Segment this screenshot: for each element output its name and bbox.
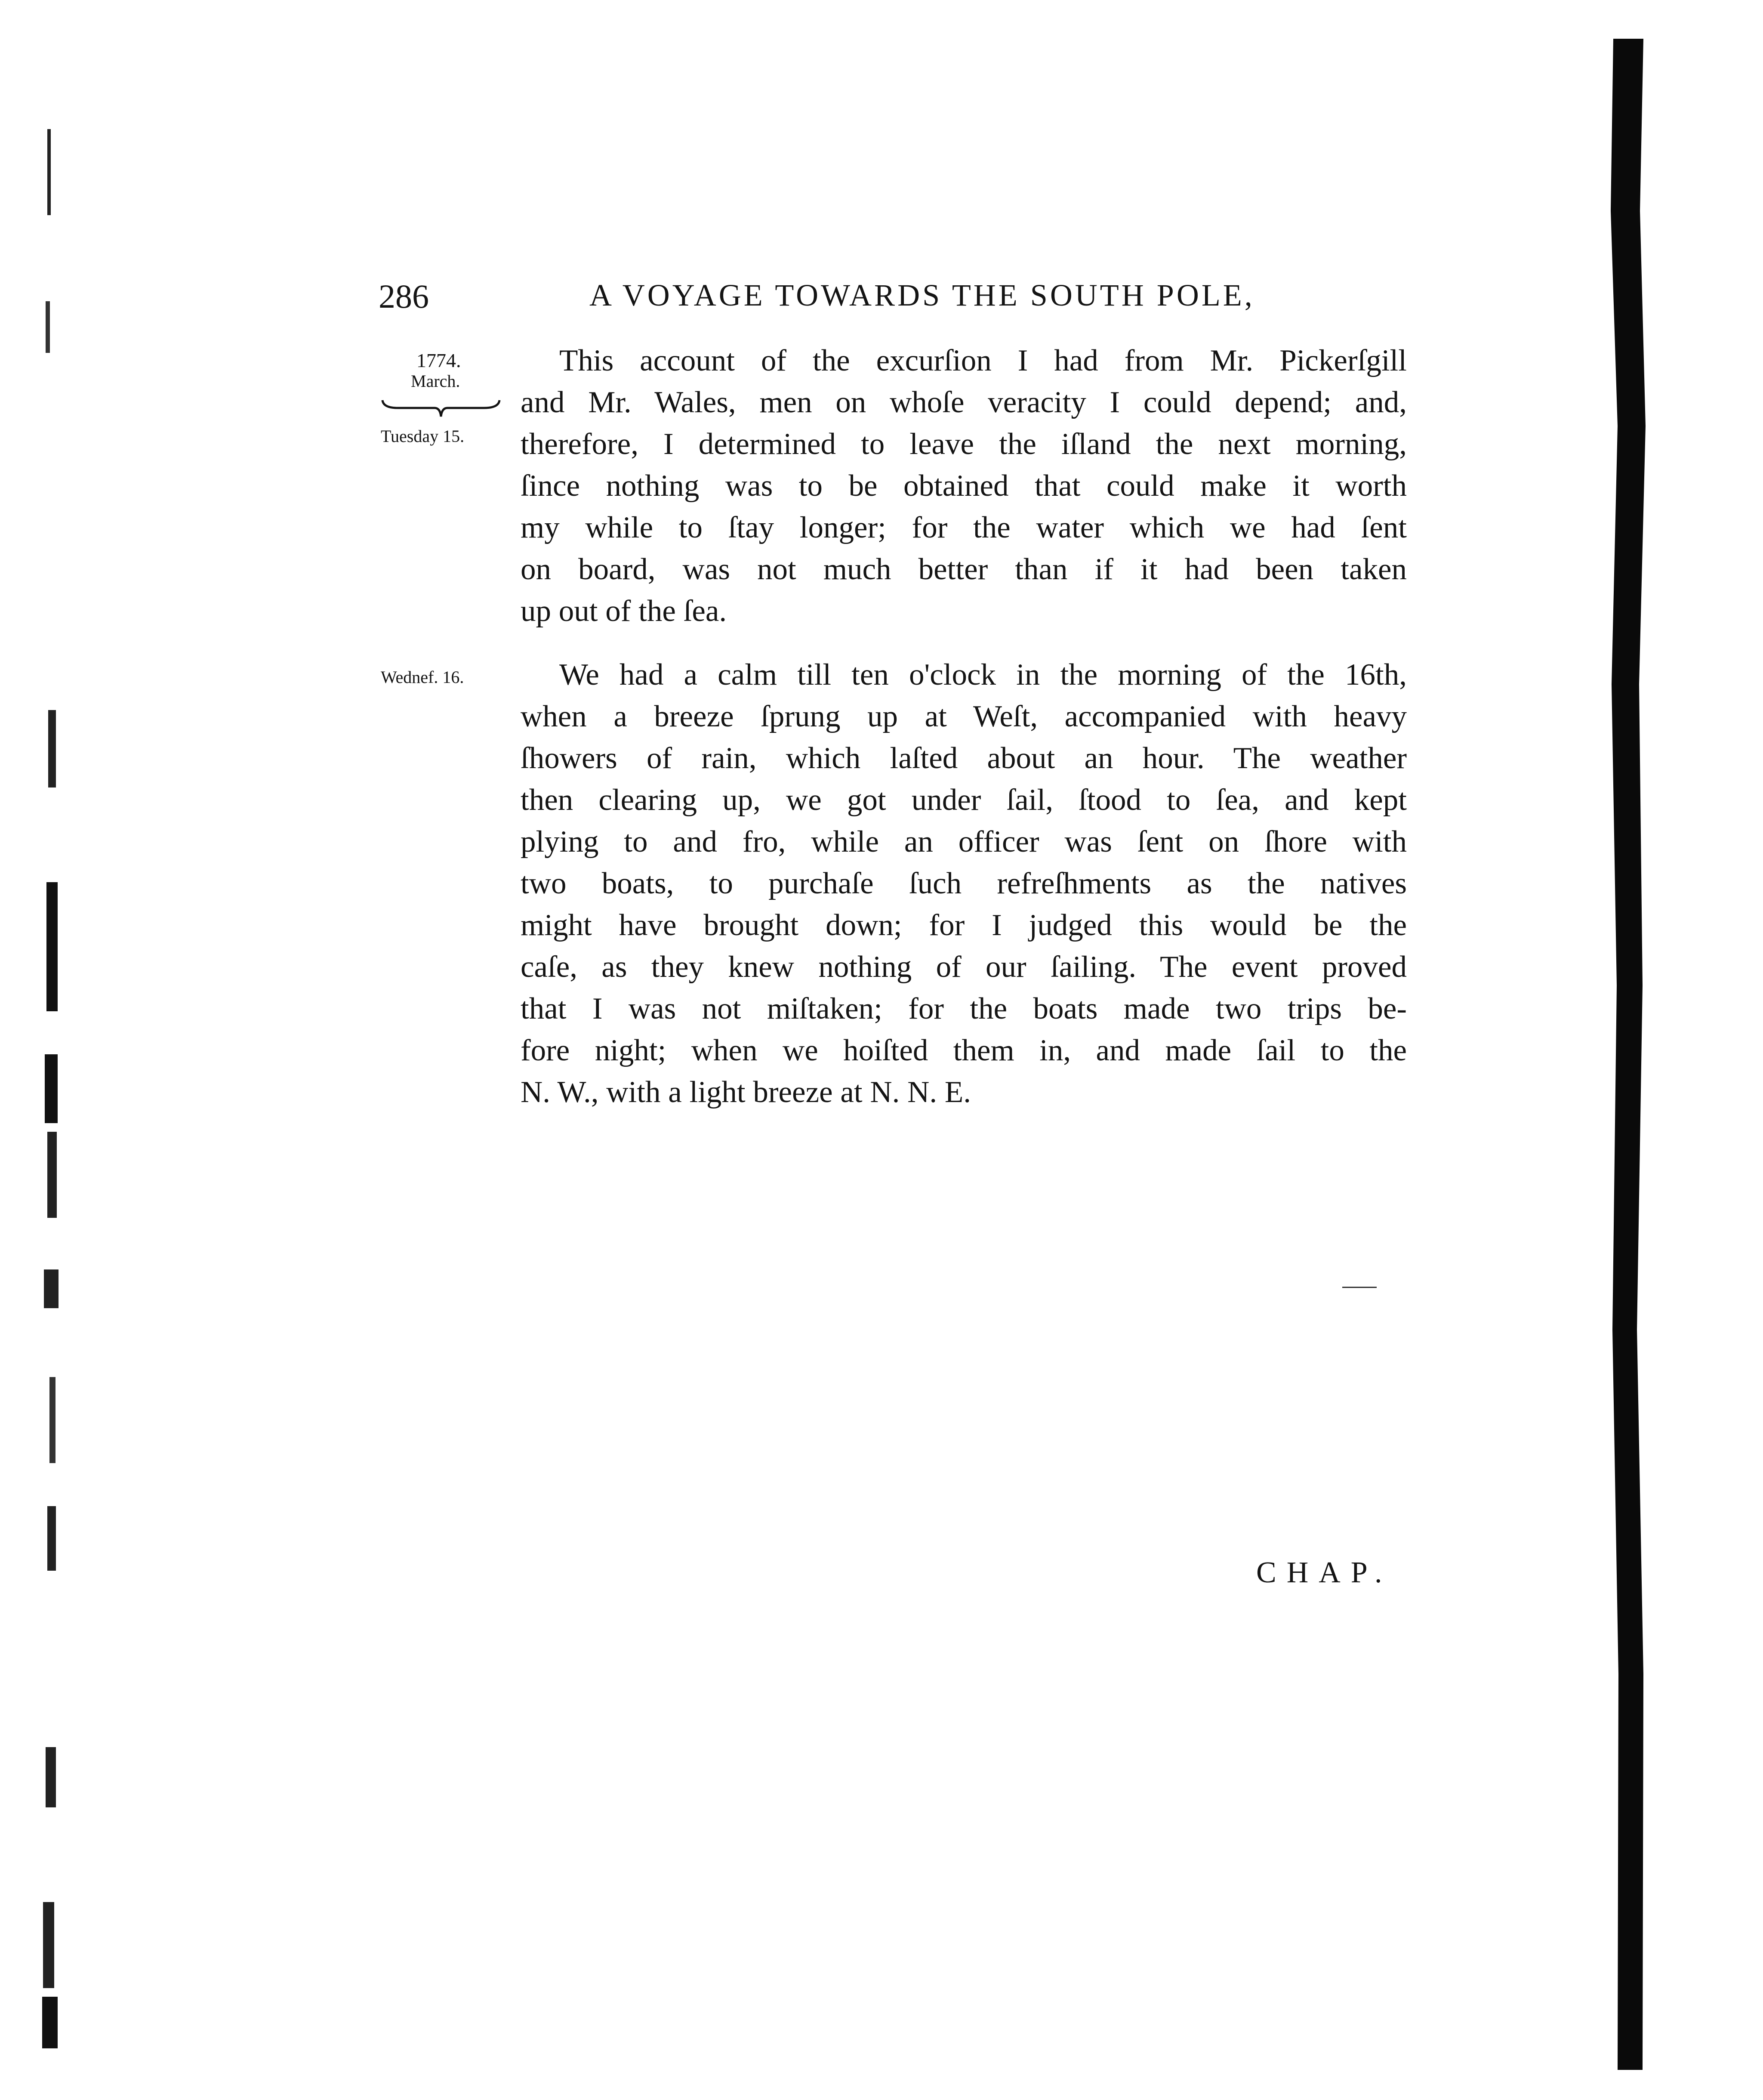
text-line: therefore, I determined to leave the iſland the next morning, xyxy=(521,427,1407,461)
margin-brace xyxy=(381,398,501,418)
binding-shadow xyxy=(1609,39,1648,2070)
margin-note-year: 1774. xyxy=(416,349,461,371)
text-line: when a breeze ſprung up at Weſt, accompanied with heavy xyxy=(521,700,1407,733)
page-number: 286 xyxy=(379,278,429,315)
text-line: and Mr. Wales, men on whoſe veracity I could depend; and, xyxy=(521,386,1407,419)
text-line: on board, was not much better than if it had been taken xyxy=(521,553,1407,586)
stray-rule xyxy=(1342,1287,1377,1288)
text-line: might have brought down; for I judged this would be the xyxy=(521,908,1407,942)
text-line: plying to and fro, while an officer was ſent on ſhore with xyxy=(521,825,1407,859)
text-line: We had a calm till ten o'clock in the morning of the 16th, xyxy=(559,658,1407,692)
margin-note-tuesday: Tuesday 15. xyxy=(381,426,465,446)
text-line: This account of the excurſion I had from Mr. Pickerſgill xyxy=(559,344,1407,377)
text-line: ſince nothing was to be obtained that could make it worth xyxy=(521,469,1407,503)
text-line: caſe, as they knew nothing of our ſailing. The event proved xyxy=(521,950,1407,984)
text-line: fore night; when we hoiſted them in, and made ſail to the xyxy=(521,1034,1407,1067)
paragraph xyxy=(521,340,1407,632)
scan-edge-artifacts xyxy=(17,86,77,2048)
text-line: N. W., with a light breeze at N. N. E. xyxy=(521,1075,971,1109)
catchword: CHAP. xyxy=(1256,1556,1393,1589)
text-line: ſhowers of rain, which laſted about an hour. The weather xyxy=(521,741,1407,775)
text-line: two boats, to purchaſe ſuch refreſhments as the natives xyxy=(521,867,1407,900)
text-line: up out of the ſea. xyxy=(521,594,727,628)
text-line: my while to ſtay longer; for the water which we had ſent xyxy=(521,511,1407,544)
paragraph xyxy=(521,654,1407,1113)
running-head: A VOYAGE TOWARDS THE SOUTH POLE, xyxy=(589,278,1255,312)
text-line: then clearing up, we got under ſail, ſtood to ſea, and kept xyxy=(521,783,1407,817)
text-line: that I was not miſtaken; for the boats made two trips be- xyxy=(521,992,1407,1025)
margin-note-wednesday: Wednef. 16. xyxy=(381,667,464,687)
margin-note-month: March. xyxy=(411,371,460,391)
